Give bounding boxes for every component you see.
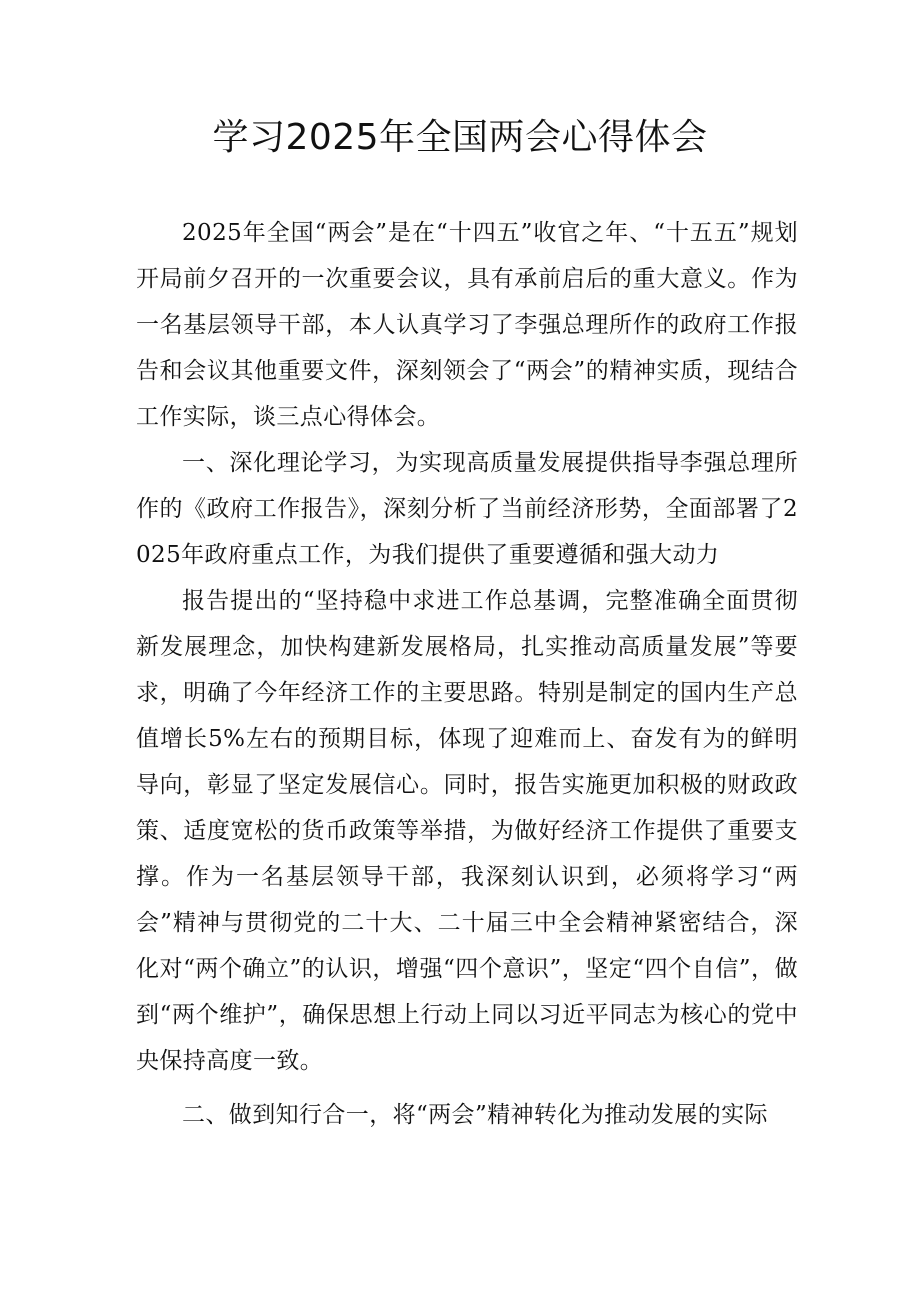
paragraph-section-two-heading: 二、做到知行合一，将“两会”精神转化为推动发展的实际 (182, 1102, 768, 1128)
paragraph-report-reflection: 报告提出的“坚持稳中求进工作总基调，完整准确全面贯彻新发展理念，加快构建新发展格局，扎实推动高质量发展”等要求，明确了今年经济工作的主要思路。特别是制定的国内生产总值增长5%左右的预期目标，体现了迎难而上、奋发有为的鲜明导向，彰显了坚定发展信心。同时，报告实施更加积极的财政政策、适度宽松的货币政策等举措，为做好经济工作提供了重要支撑。作为一名基层领导干部，我深刻认识到，必须将学习“两会”精神与贯彻党的二十大、二十届三中全会精神紧密结合，深化对“两个确立”的认识，增强“四个意识”，坚定“四个自信”，做到“两个维护”，确保思想上行动上同以习近平同志为核心的党中央保持高度一致。 (136, 588, 798, 1074)
document-body (136, 210, 798, 1138)
document-title: 学习2025年全国两会心得体会 (212, 117, 708, 158)
paragraph-section-one-heading: 一、深化理论学习，为实现高质量发展提供指导李强总理所作的《政府工作报告》，深刻分析了当前经济形势，全面部署了2025年政府重点工作，为我们提供了重要遵循和强大动力 (136, 450, 798, 568)
paragraph-intro: 2025年全国“两会”是在“十四五”收官之年、“十五五”规划开局前夕召开的一次重要会议，具有承前启后的重大意义。作为一名基层领导干部，本人认真学习了李强总理所作的政府工作报告和会议其他重要文件，深刻领会了“两会”的精神实质，现结合工作实际，谈三点心得体会。 (136, 220, 798, 430)
